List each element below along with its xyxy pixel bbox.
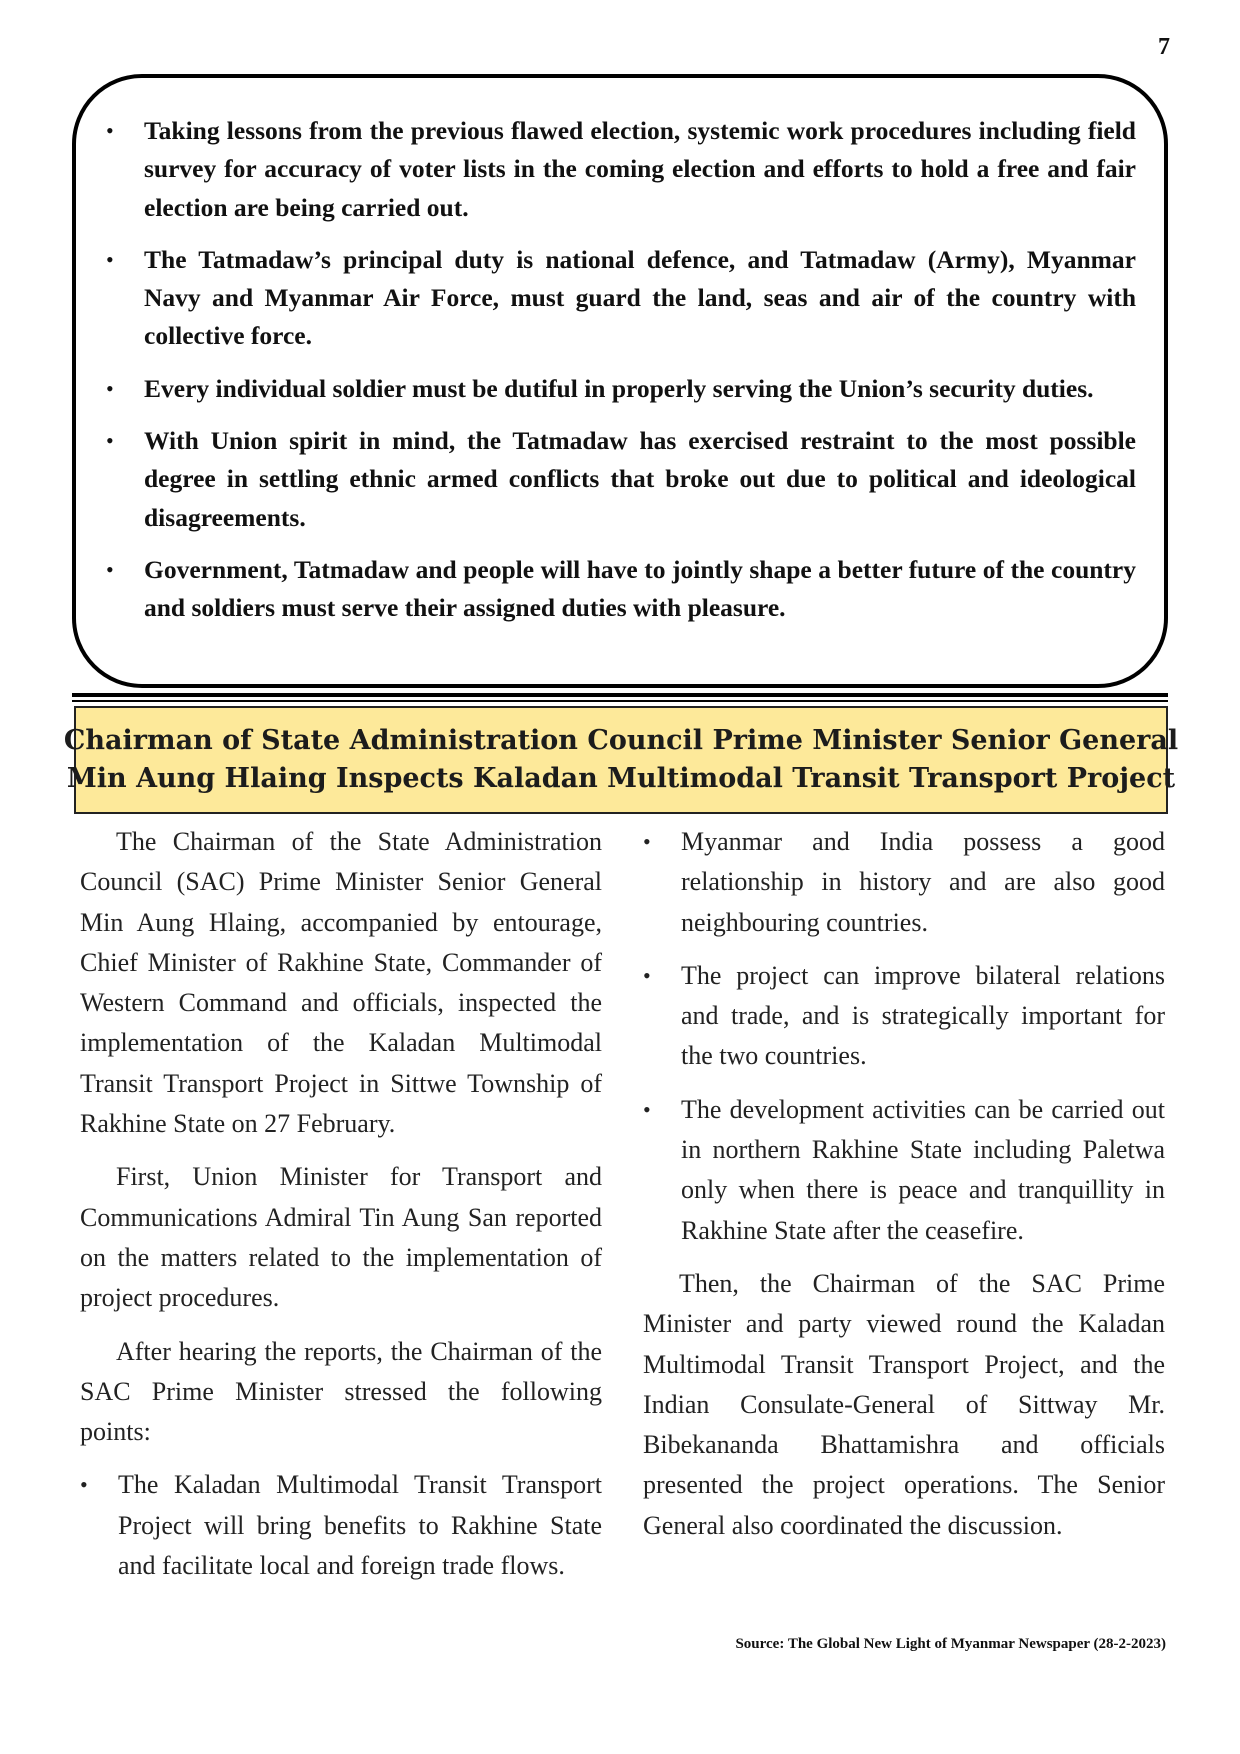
key-point: [106, 241, 1136, 356]
source-credit: Source: The Global New Light of Myanmar Newspaper (28-2-2023): [735, 1636, 1166, 1652]
key-point: [106, 422, 1136, 537]
bullet-icon: •: [106, 246, 114, 272]
article-headline-box: [63, 706, 1179, 814]
key-point-text: Government, Tatmadaw and people will have to jointly shape a better future of the country and soldiers must serve their assigned duties with pleasure.: [144, 554, 1136, 623]
bullet-icon: •: [643, 1096, 651, 1122]
article-headline-line-1: Chairman of State Administration Council Prime Minister Senior General: [63, 725, 1179, 756]
point-item: [80, 1465, 602, 1586]
points-list: [80, 1465, 602, 1586]
key-point-text: Every individual soldier must be dutiful in properly serving the Union’s security duties.: [144, 373, 1094, 403]
bullet-icon: •: [80, 1472, 88, 1498]
key-point-text: The Tatmadaw’s principal duty is national defence, and Tatmadaw (Army), Myanmar Navy and Myanmar Air Force, must guard the land, seas and air of the country with collective force.: [144, 244, 1136, 351]
key-points-box: [72, 74, 1168, 688]
section-divider-thin: [72, 700, 1168, 702]
point-item: [643, 956, 1165, 1077]
bullet-icon: •: [106, 118, 114, 143]
key-point-text: With Union spirit in mind, the Tatmadaw has exercised restraint to the most possible degree in settling ethnic armed conflicts that broke out due to political and ideological disagreements.: [144, 426, 1136, 532]
section-divider-thick: [72, 693, 1168, 697]
bullet-icon: •: [106, 375, 114, 401]
point-text: The development activities can be carried out in northern Rakhine State including Paletwa only when there is peace and tranquillity in Rakhine State after the ceasefire.: [681, 1094, 1165, 1245]
bullet-icon: •: [106, 428, 114, 454]
key-point: [106, 370, 1136, 408]
key-points-list: [106, 112, 1136, 642]
bullet-icon: •: [643, 829, 651, 854]
article-paragraph: Then, the Chairman of the SAC Prime Minister and party viewed round the Kaladan Multimodal Transit Transport Project, and the Indian Consulate-General of Sittway Mr. Bibekananda Bhattamishra and officials presented the project operations. The Senior General also coordinated the discussion.: [643, 1268, 1165, 1540]
key-point: [106, 551, 1136, 628]
article-paragraph: First, Union Minister for Transport and Communications Admiral Tin Aung San reported on the matters related to the implementation of project procedures.: [80, 1162, 602, 1313]
point-text: Myanmar and India possess a good relationship in history and are also good neighbouring countries.: [681, 827, 1165, 937]
point-text: The project can improve bilateral relations and trade, and is strategically important for the two countries.: [681, 960, 1165, 1071]
point-item: [643, 822, 1165, 943]
point-text: The Kaladan Multimodal Transit Transport Project will bring benefits to Rakhine State and facilitate local and foreign trade flows.: [118, 1470, 602, 1581]
bullet-icon: •: [643, 962, 651, 988]
page-number: 7: [1158, 34, 1170, 60]
article-paragraph: The Chairman of the State Administration Council (SAC) Prime Minister Senior General Min Aung Hlaing, accompanied by entourage, Chief Minister of Rakhine State, Commander of Western Command and officials, inspected the implementation of the Kaladan Multimodal Transit Transport Project in Sittwe Township of Rakhine State on 27 February.: [80, 827, 602, 1139]
article-column-right: [643, 822, 1165, 1559]
key-point: [106, 112, 1136, 227]
key-point-text: Taking lessons from the previous flawed election, systemic work procedures including field survey for accuracy of voter lists in the coming election and efforts to hold a free and fair election are being carried out.: [144, 116, 1136, 222]
article-paragraph: After hearing the reports, the Chairman of the SAC Prime Minister stressed the following points:: [80, 1336, 602, 1447]
bullet-icon: •: [106, 556, 114, 582]
points-list: [643, 822, 1165, 1251]
point-item: [643, 1090, 1165, 1251]
article-column-left: [80, 822, 602, 1599]
article-headline-line-2: Min Aung Hlaing Inspects Kaladan Multimodal Transit Transport Project: [66, 763, 1176, 794]
